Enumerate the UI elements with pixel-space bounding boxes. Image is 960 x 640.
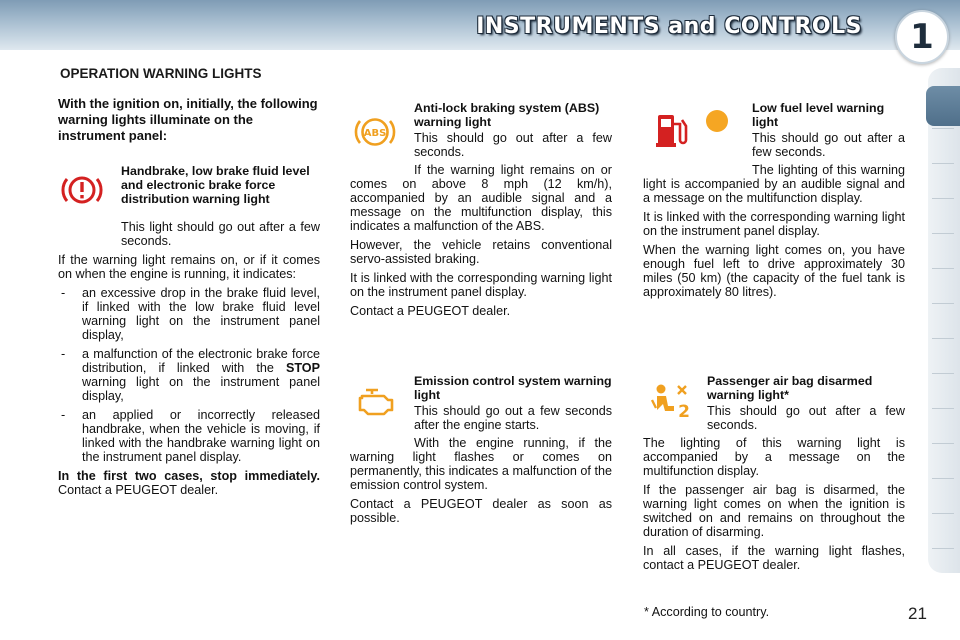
fuel-p4: When the warning light comes on, you have enough fuel left to drive approximately 30 miles (50 km) (the capacity of the fuel tank is approximately 80 litres). <box>643 243 905 299</box>
chapter-number: 1 <box>895 10 949 64</box>
emission-p1: This should go out a few seconds after the engine starts. <box>414 404 612 432</box>
list-item: - an excessive drop in the brake fluid level, if linked with the low brake fluid level warning light on the instrument panel display, <box>58 286 320 342</box>
handbrake-closing-bold: In the first two cases, stop immediately. <box>58 469 320 483</box>
list-item-text: a malfunction of the electronic brake force distribution, if linked with the <box>82 347 320 375</box>
abs-p1: This should go out after a few seconds. <box>414 131 612 159</box>
abs-p2: If the warning light remains on or comes on above 8 mph (12 km/h), accompanied by an audible signal and a message on the multifunction display, this indicates a malfunction of the ABS. <box>350 163 612 233</box>
stop-word: STOP <box>285 361 320 375</box>
emission-text <box>350 404 612 525</box>
emission-p2: With the engine running, if the warning light flashes or comes on permanently, this indicates a malfunction of the emission control system. <box>350 436 612 492</box>
handbrake-list <box>58 286 320 464</box>
brake-warning-icon <box>60 170 104 215</box>
fuel-heading: Low fuel level warning light <box>752 101 885 129</box>
footnote: * According to country. <box>644 605 770 619</box>
intro-text: With the ignition on, initially, the following warning lights illuminate on the instrument panel: <box>58 96 318 143</box>
airbag-p1: This should go out after a few seconds. <box>707 404 905 432</box>
svg-text:ABS: ABS <box>363 128 387 139</box>
list-item-suffix: warning light on the instrument panel display, <box>82 375 320 403</box>
handbrake-heading: Handbrake, low brake fluid level and electronic brake force distribution warning light <box>121 164 310 206</box>
list-item: - an applied or incorrectly released handbrake, when the vehicle is moving, if linked with the handbrake warning light on the instrument panel display. <box>58 408 320 464</box>
emission-heading: Emission control system warning light <box>414 374 612 402</box>
fuel-p3: It is linked with the corresponding warning light on the instrument panel display. <box>643 210 905 238</box>
page-number: 21 <box>908 604 927 623</box>
airbag-p4: In all cases, if the warning light flashes, contact a PEUGEOT dealer. <box>643 544 905 572</box>
handbrake-p2: If the warning light remains on, or if it comes on when the engine is running, it indicates: <box>58 253 320 281</box>
active-chapter-tab[interactable] <box>926 86 960 126</box>
abs-text <box>350 131 612 318</box>
header-banner <box>0 0 960 50</box>
airbag-text <box>643 404 905 572</box>
handbrake-p1: This light should go out after a few seconds. <box>121 220 320 248</box>
section-title: OPERATION WARNING LIGHTS <box>60 66 262 81</box>
handbrake-text <box>58 220 320 497</box>
chapter-tabs <box>928 68 960 573</box>
airbag-p3: If the passenger air bag is disarmed, the warning light comes on when the ignition is switched on and remains on throughout the duration of disarming. <box>643 483 905 539</box>
emission-p3: Contact a PEUGEOT dealer as soon as possible. <box>350 497 612 525</box>
list-item <box>58 347 320 403</box>
airbag-p2: The lighting of this warning light is accompanied by a message on the multifunction display. <box>643 436 905 478</box>
svg-text:2: 2 <box>678 402 690 420</box>
abs-p5: Contact a PEUGEOT dealer. <box>350 304 511 318</box>
abs-heading: Anti-lock braking system (ABS) warning light <box>414 101 600 129</box>
airbag-heading: Passenger air bag disarmed warning light* <box>707 374 873 402</box>
abs-p4: It is linked with the corresponding warning light on the instrument panel display. <box>350 271 612 299</box>
fuel-p1: This should go out after a few seconds. <box>752 131 905 159</box>
fuel-text <box>643 131 905 299</box>
abs-p3: However, the vehicle retains conventional servo-assisted braking. <box>350 238 612 266</box>
handbrake-closing: Contact a PEUGEOT dealer. <box>58 483 219 497</box>
fuel-p2: The lighting of this warning light is accompanied by an audible signal and a message on the multifunction display. <box>643 163 905 205</box>
chapter-title: INSTRUMENTS and CONTROLS <box>476 14 862 39</box>
